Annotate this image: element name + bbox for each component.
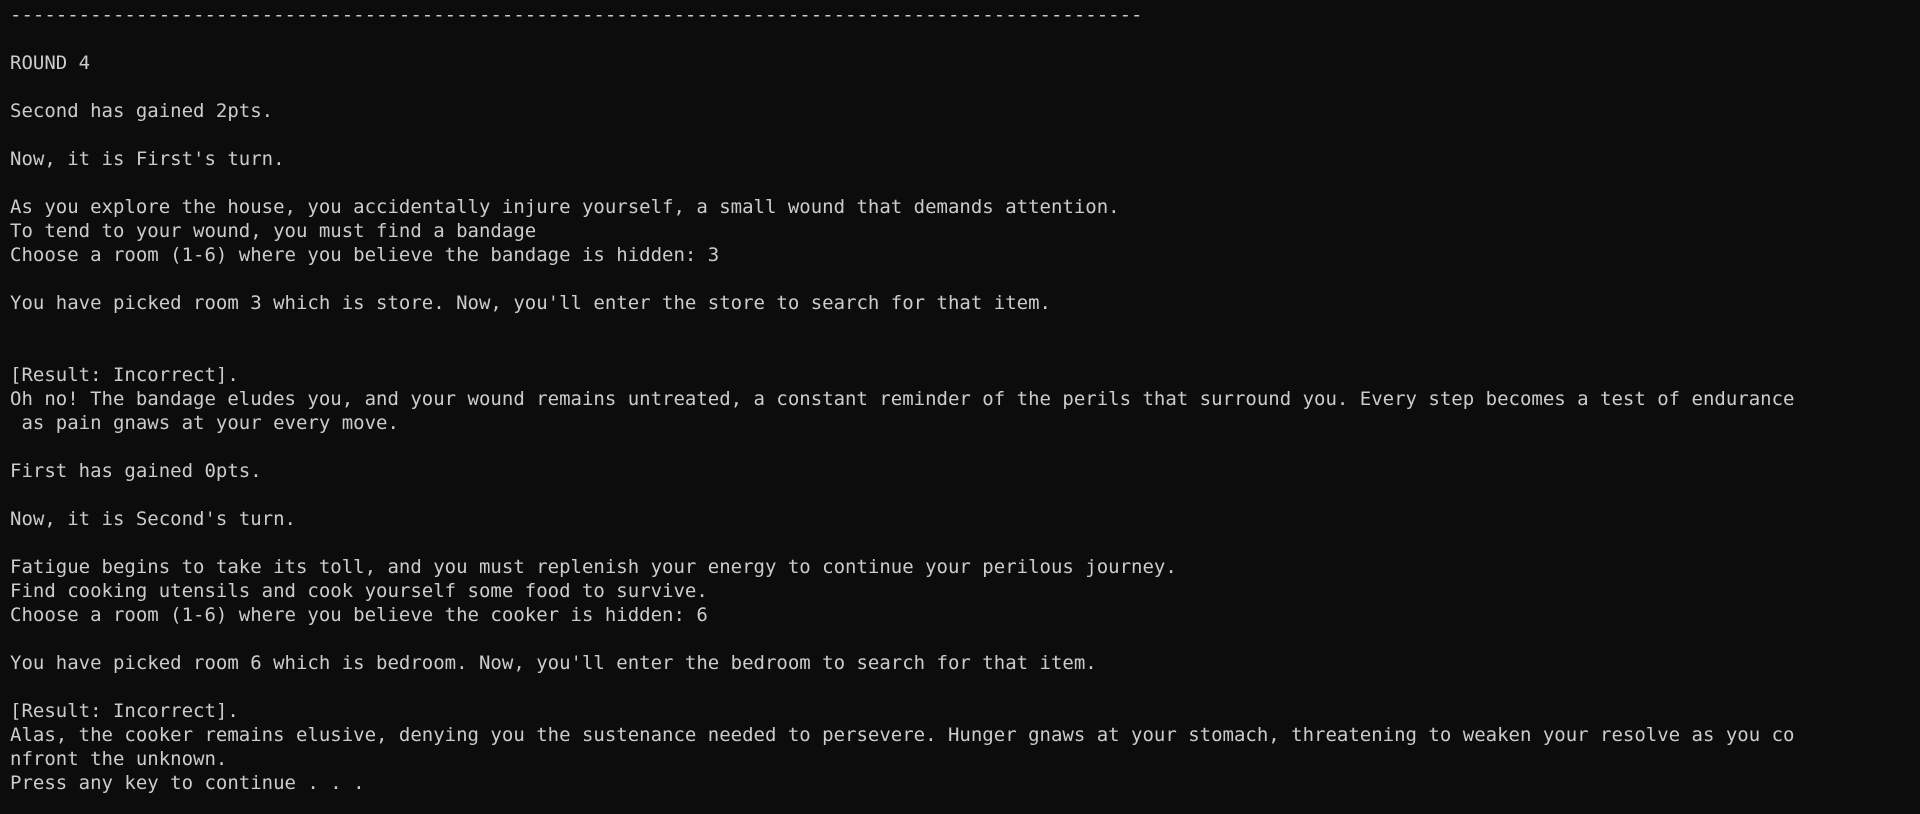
round-heading: ROUND 4 bbox=[10, 52, 91, 74]
blank-line bbox=[10, 75, 1920, 99]
blank-line bbox=[10, 435, 1920, 459]
room-pick-line: You have picked room 6 which is bedroom. Now, you'll enter the bedroom to search for that item. bbox=[10, 652, 1097, 674]
outcome-line-wrap: nfront the unknown. bbox=[10, 748, 228, 770]
continue-prompt[interactable]: Press any key to continue . . . bbox=[10, 772, 365, 794]
task-line: Find cooking utensils and cook yourself some food to survive. bbox=[10, 580, 708, 602]
turn-line: Now, it is First's turn. bbox=[10, 148, 285, 170]
console-window[interactable] bbox=[0, 3, 1920, 814]
blank-line bbox=[10, 123, 1920, 147]
score-line: Second has gained 2pts. bbox=[10, 100, 274, 122]
room-pick-line: You have picked room 3 which is store. Now, you'll enter the store to search for that item. bbox=[10, 292, 1051, 314]
blank-line bbox=[10, 339, 1920, 363]
outcome-line-wrap: as pain gnaws at your every move. bbox=[10, 412, 399, 434]
task-line: To tend to your wound, you must find a bandage bbox=[10, 220, 537, 242]
score-line: First has gained 0pts. bbox=[10, 460, 262, 482]
room-prompt-line: Choose a room (1-6) where you believe the cooker is hidden: 6 bbox=[10, 604, 708, 626]
outcome-line: Alas, the cooker remains elusive, denying you the sustenance needed to persevere. Hunger gnaws at your stomach, threatening to weaken your resolve as you co bbox=[10, 724, 1795, 746]
blank-line bbox=[10, 267, 1920, 291]
story-line: Fatigue begins to take its toll, and you must replenish your energy to continue your perilous journey. bbox=[10, 556, 1177, 578]
blank-line bbox=[10, 171, 1920, 195]
blank-line bbox=[10, 531, 1920, 555]
separator-line: --------------------------------------------------------------------------------------------------- bbox=[10, 4, 1143, 26]
blank-line bbox=[10, 483, 1920, 507]
outcome-line: Oh no! The bandage eludes you, and your wound remains untreated, a constant reminder of the perils that surround you. Every step becomes a test of endurance bbox=[10, 388, 1795, 410]
story-line: As you explore the house, you accidentally injure yourself, a small wound that demands attention. bbox=[10, 196, 1120, 218]
blank-line bbox=[10, 675, 1920, 699]
blank-line bbox=[10, 27, 1920, 51]
result-line: [Result: Incorrect]. bbox=[10, 364, 239, 386]
turn-line: Now, it is Second's turn. bbox=[10, 508, 296, 530]
blank-line bbox=[10, 315, 1920, 339]
room-prompt-line: Choose a room (1-6) where you believe the bandage is hidden: 3 bbox=[10, 244, 720, 266]
result-line: [Result: Incorrect]. bbox=[10, 700, 239, 722]
blank-line bbox=[10, 627, 1920, 651]
